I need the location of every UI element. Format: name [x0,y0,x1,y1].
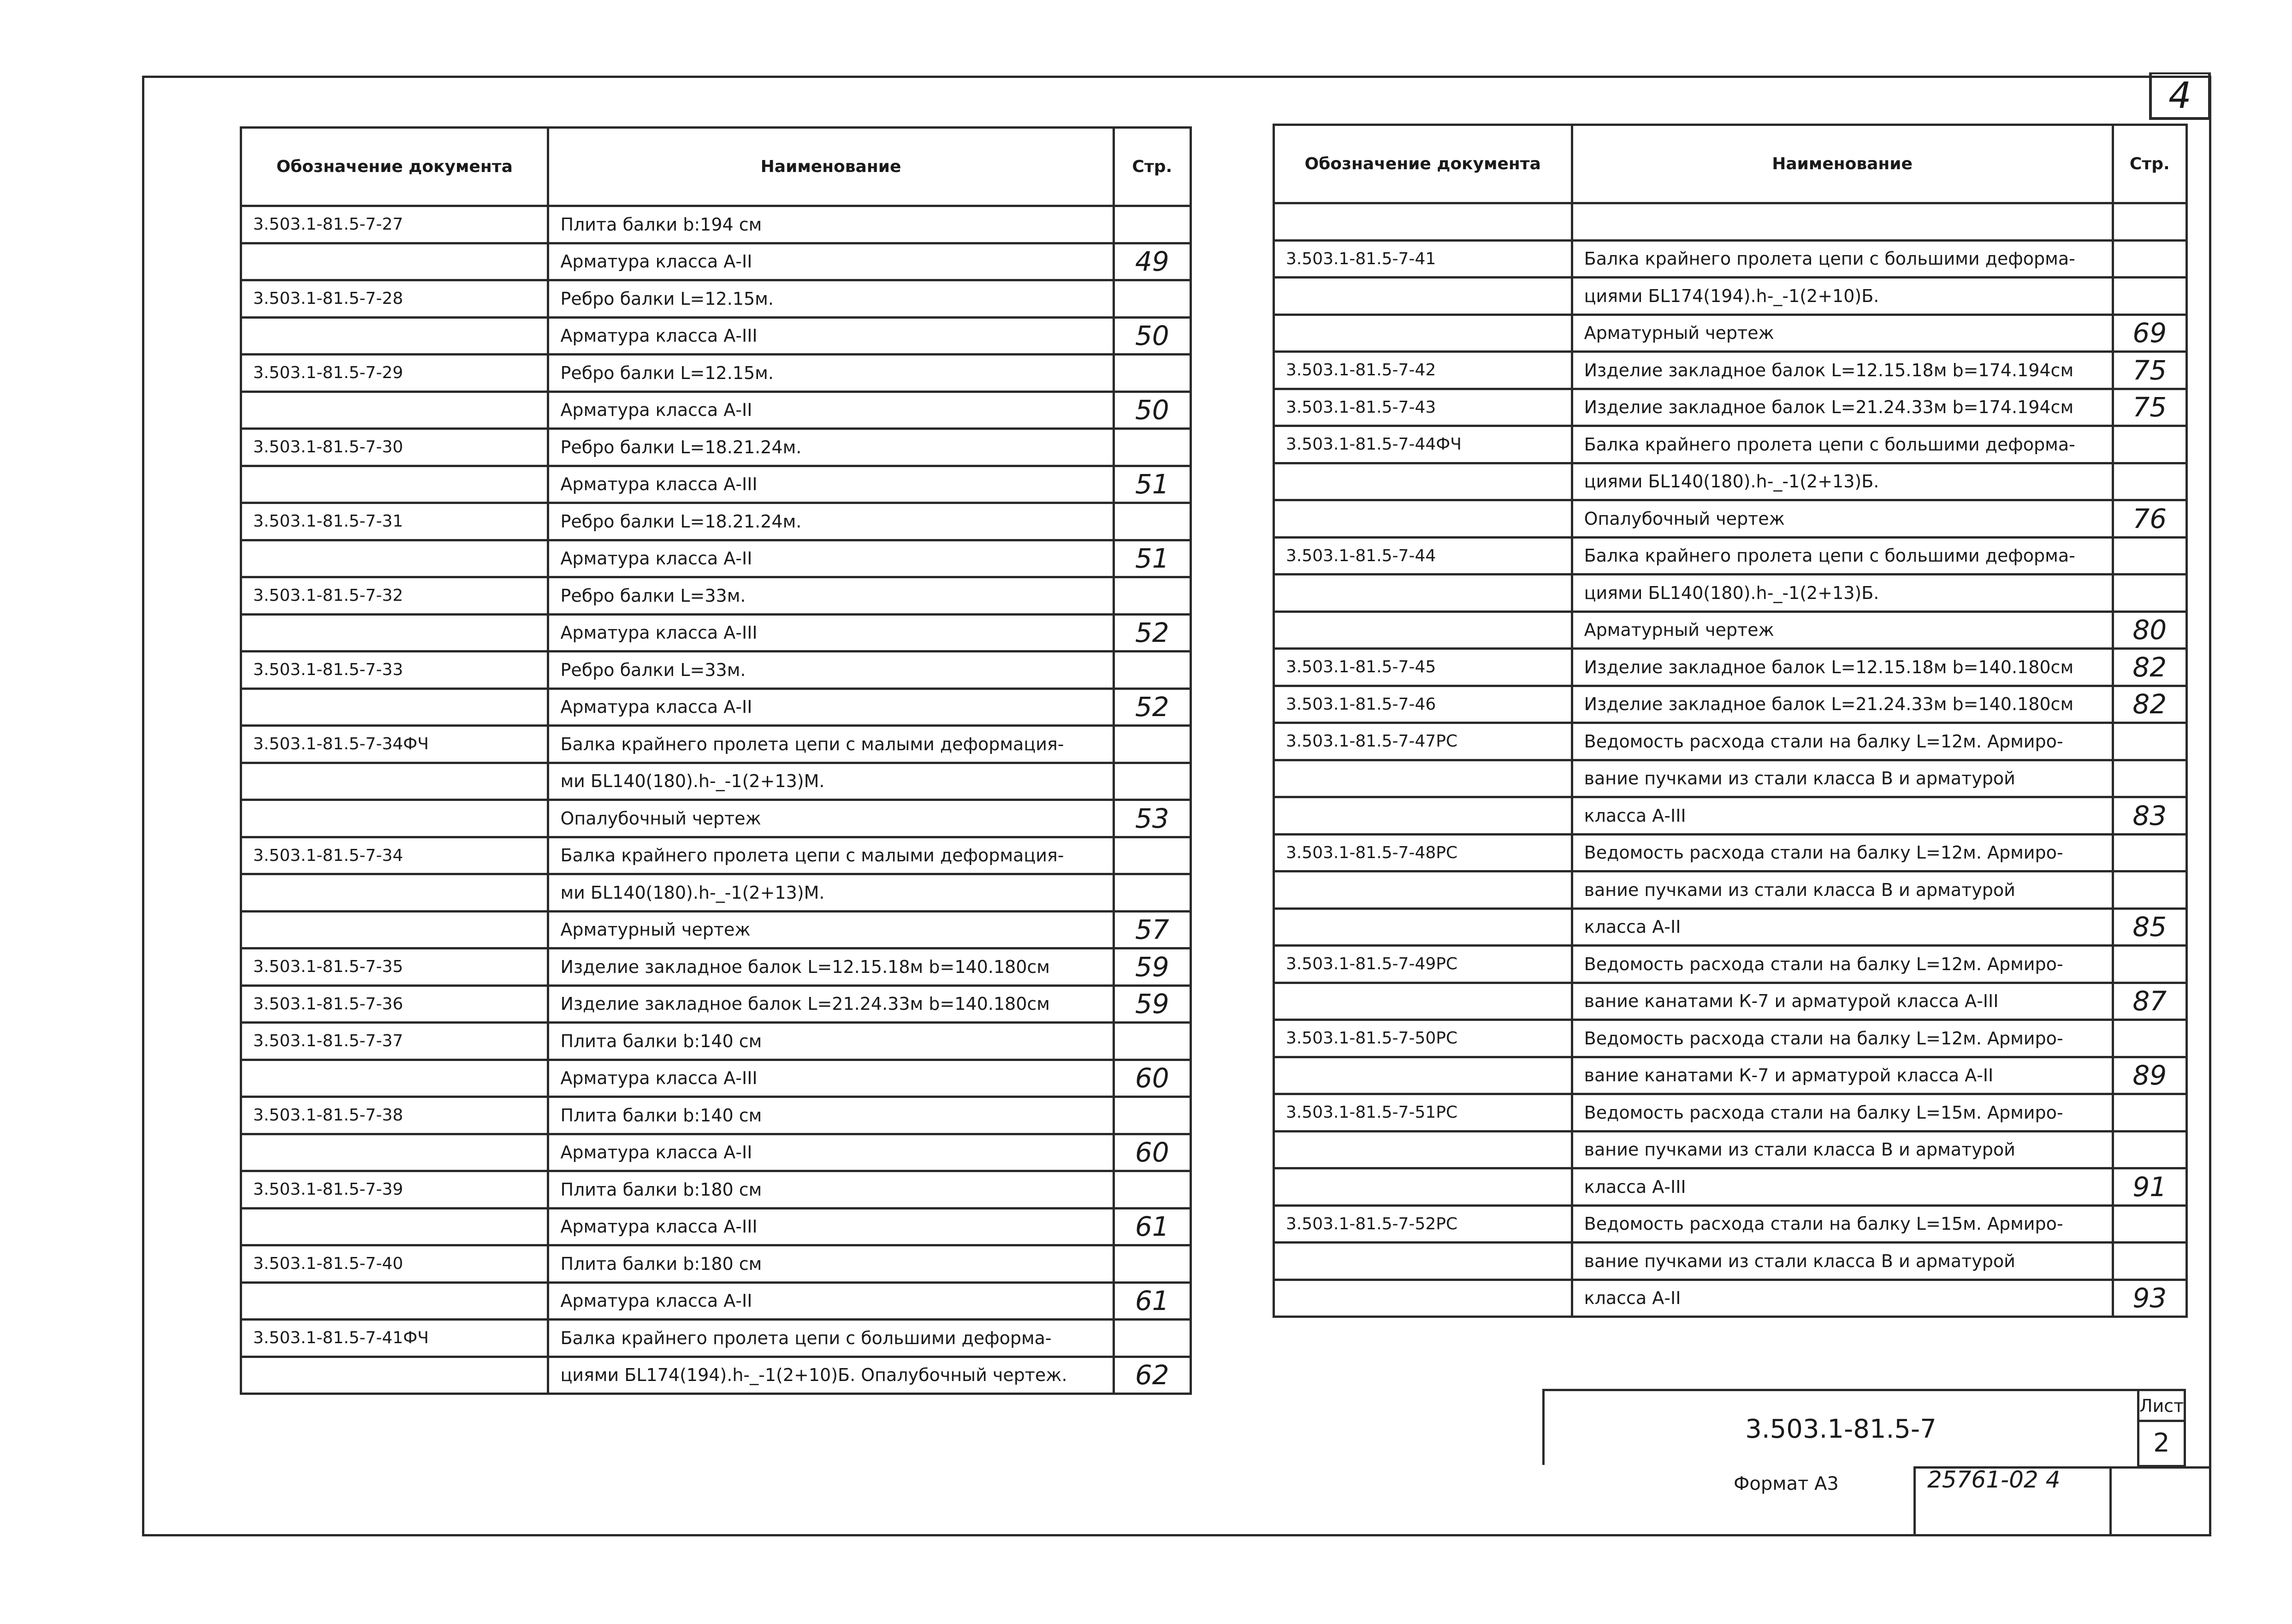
doc-code-cell: 3.503.1-81.5-7-43 [1274,389,1572,426]
page-cell [2113,1205,2186,1243]
page-cell: 75 [2113,352,2186,389]
doc-code-cell [241,874,548,912]
header-page: Стр. [2113,125,2186,203]
name-cell: класса А-III [1572,797,2113,835]
doc-code-cell: 3.503.1-81.5-7-44ФЧ [1274,426,1572,463]
page-cell [1113,1023,1190,1060]
page-cell: 83 [2113,797,2186,835]
table-row [241,614,1191,652]
table-row [241,837,1191,874]
page-cell: 76 [2113,500,2186,538]
doc-code-cell [241,1060,548,1097]
name-cell: ми БL140(180).h-_-1(2+13)М. [548,763,1113,800]
doc-code-cell: 3.503.1-81.5-7-50РС [1274,1020,1572,1057]
page-cell: 82 [2113,686,2186,723]
name-cell: Арматура класса А-II [548,688,1113,726]
doc-code-cell: 3.503.1-81.5-7-40 [241,1245,548,1283]
page-cell [1113,429,1190,466]
doc-code-cell: 3.503.1-81.5-7-49РС [1274,946,1572,983]
doc-code-cell [1274,203,1572,241]
doc-code-cell: 3.503.1-81.5-7-47РС [1274,723,1572,760]
name-cell: Ребро балки L=18.21.24м. [548,429,1113,466]
name-cell: Арматура класса А-II [548,540,1113,577]
table-row [1274,314,2187,352]
doc-code-cell: 3.503.1-81.5-7-41 [1274,240,1572,278]
name-cell: Ребро балки L=12.15м. [548,280,1113,318]
header-doc: Обозначение документа [241,128,548,206]
doc-code-cell: 3.503.1-81.5-7-51РС [1274,1094,1572,1132]
table-row [241,726,1191,763]
page-cell: 62 [1113,1357,1190,1394]
table-row [241,1134,1191,1171]
table-row [241,503,1191,540]
table-row [1274,1020,2187,1057]
name-cell: Изделие закладное балок L=21.24.33м b=140.180см [1572,686,2113,723]
name-cell: Арматурный чертеж [1572,611,2113,649]
name-cell: вание пучками из стали класса В и арматурой [1572,871,2113,909]
doc-code-cell: 3.503.1-81.5-7-37 [241,1023,548,1060]
page-cell: 50 [1113,391,1190,429]
table-row [1274,575,2187,612]
table-row [1274,760,2187,797]
page-cell [2113,240,2186,278]
page-cell: 75 [2113,389,2186,426]
table-row [241,1023,1191,1060]
name-cell: Ребро балки L=33м. [548,577,1113,615]
name-cell: класса А-II [1572,1280,2113,1317]
left-index-table [240,126,1192,1395]
header-name: Наименование [548,128,1113,206]
doc-code-cell [241,800,548,837]
name-cell: Балка крайнего пролета цепи с большими деформа- [1572,426,2113,463]
doc-code-cell: 3.503.1-81.5-7-41ФЧ [241,1320,548,1357]
name-cell: Арматурный чертеж [548,911,1113,948]
page-cell: 61 [1113,1208,1190,1245]
table-row [241,800,1191,837]
doc-code-cell [1274,463,1572,500]
table-row [241,317,1191,355]
name-cell: Плита балки b:140 см [548,1097,1113,1134]
name-cell: Ведомость расхода стали на балку L=15м. Армиро- [1572,1205,2113,1243]
page-cell [1113,1320,1190,1357]
name-cell: класса А-III [1572,1168,2113,1206]
name-cell: Изделие закладное балок L=12.15.18м b=140.180см [1572,649,2113,686]
name-cell: циями БL174(194).h-_-1(2+10)Б. Опалубочный чертеж. [548,1357,1113,1394]
doc-code-cell [1274,871,1572,909]
sheet-number: 2 [2137,1421,2186,1467]
page-cell [2113,203,2186,241]
page-cell [1113,206,1190,243]
name-cell: Ведомость расхода стали на балку L=12м. Армиро- [1572,834,2113,871]
table-row [1274,1280,2187,1317]
page-cell: 51 [1113,540,1190,577]
page-cell: 50 [1113,317,1190,355]
name-cell: Ведомость расхода стали на балку L=12м. Армиро- [1572,946,2113,983]
page-cell [1113,577,1190,615]
page-cell [1113,503,1190,540]
doc-code-cell [1274,1243,1572,1280]
name-cell: вание канатами К-7 и арматурой класса А-II [1572,1057,2113,1094]
doc-code-cell [1274,760,1572,797]
page-cell [1113,763,1190,800]
doc-code-cell [1274,278,1572,315]
page-cell [2113,1020,2186,1057]
doc-code-cell [1274,797,1572,835]
table-row [1274,537,2187,575]
header-doc: Обозначение документа [1274,125,1572,203]
doc-code-cell: 3.503.1-81.5-7-28 [241,280,548,318]
name-cell: Ведомость расхода стали на балку L=15м. Армиро- [1572,1094,2113,1132]
page-cell: 89 [2113,1057,2186,1094]
doc-code-cell: 3.503.1-81.5-7-45 [1274,649,1572,686]
name-cell: Изделие закладное балок L=21.24.33м b=140.180см [548,985,1113,1023]
doc-code-cell [1274,575,1572,612]
table-row [241,1320,1191,1357]
doc-code-cell [241,391,548,429]
footer-divider [1913,1466,1916,1536]
name-cell: вание пучками из стали класса В и арматурой [1572,1243,2113,1280]
table-row [1274,203,2187,241]
page-cell: 52 [1113,614,1190,652]
table-row [241,1060,1191,1097]
archive-number: 25761-02 4 [1927,1466,2061,1493]
name-cell: Балка крайнего пролета цепи с большими деформа- [1572,240,2113,278]
right-table-body [1274,203,2187,1317]
page-cell: 80 [2113,611,2186,649]
name-cell: Плита балки b:194 см [548,206,1113,243]
table-row [241,1171,1191,1209]
page-cell [1113,355,1190,392]
name-cell: вание пучками из стали класса В и арматурой [1572,760,2113,797]
table-row [1274,1057,2187,1094]
table-row [1274,1205,2187,1243]
table-row [241,577,1191,615]
table-row [241,763,1191,800]
name-cell: Ребро балки L=33м. [548,652,1113,689]
table-row [1274,500,2187,538]
doc-code-cell: 3.503.1-81.5-7-52РС [1274,1205,1572,1243]
table-row [1274,1168,2187,1206]
doc-code-cell: 3.503.1-81.5-7-35 [241,948,548,986]
doc-code-cell: 3.503.1-81.5-7-38 [241,1097,548,1134]
doc-code-cell [1274,908,1572,946]
name-cell: вание пучками из стали класса В и арматурой [1572,1131,2113,1168]
name-cell: Опалубочный чертеж [548,800,1113,837]
format-label: Формат А3 [1734,1473,1839,1494]
doc-code-cell [241,243,548,280]
page-cell [1113,874,1190,912]
page-cell: 60 [1113,1060,1190,1097]
header-name: Наименование [1572,125,2113,203]
sheet-label: Лист [2137,1389,2186,1422]
name-cell [1572,203,2113,241]
table-row [241,391,1191,429]
name-cell: Балка крайнего пролета цепи с малыми деформация- [548,837,1113,874]
name-cell: Ведомость расхода стали на балку L=12м. Армиро- [1572,1020,2113,1057]
name-cell: Плита балки b:140 см [548,1023,1113,1060]
document-code: 3.503.1-81.5-7 [1542,1389,2137,1465]
table-row [241,1208,1191,1245]
table-row [241,429,1191,466]
table-row [241,466,1191,503]
doc-code-cell: 3.503.1-81.5-7-39 [241,1171,548,1209]
table-row [241,355,1191,392]
doc-code-cell: 3.503.1-81.5-7-34ФЧ [241,726,548,763]
page-cell: 52 [1113,688,1190,726]
doc-code-cell: 3.503.1-81.5-7-42 [1274,352,1572,389]
page-cell [2113,871,2186,909]
name-cell: класса А-II [1572,908,2113,946]
page-cell: 82 [2113,649,2186,686]
doc-code-cell: 3.503.1-81.5-7-31 [241,503,548,540]
doc-code-cell [241,1282,548,1320]
name-cell: Арматура класса А-II [548,391,1113,429]
table-row [1274,946,2187,983]
name-cell: Балка крайнего пролета цепи с большими деформа- [548,1320,1113,1357]
table-row [241,652,1191,689]
table-row [241,1357,1191,1394]
page-cell [1113,1171,1190,1209]
page-cell [2113,834,2186,871]
table-row [1274,649,2187,686]
name-cell: Изделие закладное балок L=12.15.18м b=140.180см [548,948,1113,986]
page-cell [2113,575,2186,612]
page-cell [1113,1097,1190,1134]
table-row [241,1282,1191,1320]
name-cell: Изделие закладное балок L=21.24.33м b=174.194см [1572,389,2113,426]
table-row [241,688,1191,726]
doc-code-cell: 3.503.1-81.5-7-30 [241,429,548,466]
name-cell: Плита балки b:180 см [548,1171,1113,1209]
page-cell: 69 [2113,314,2186,352]
doc-code-cell: 3.503.1-81.5-7-44 [1274,537,1572,575]
page-cell: 49 [1113,243,1190,280]
table-row [241,911,1191,948]
name-cell: Арматурный чертеж [1572,314,2113,352]
page-cell: 91 [2113,1168,2186,1206]
doc-code-cell [241,317,548,355]
table-row [241,874,1191,912]
name-cell: циями БL140(180).h-_-1(2+13)Б. [1572,463,2113,500]
doc-code-cell [241,540,548,577]
page-cell [1113,280,1190,318]
name-cell: Арматура класса А-II [548,1282,1113,1320]
name-cell: Ребро балки L=18.21.24м. [548,503,1113,540]
table-row [1274,983,2187,1020]
page-cell [2113,760,2186,797]
page-cell [1113,837,1190,874]
doc-code-cell [1274,1057,1572,1094]
table-row [1274,1131,2187,1168]
table-row [241,540,1191,577]
page-cell [2113,1131,2186,1168]
page-cell [1113,1245,1190,1283]
doc-code-cell [241,1134,548,1171]
table-row [241,243,1191,280]
page-cell: 59 [1113,948,1190,986]
doc-code-cell [241,614,548,652]
doc-code-cell [241,1208,548,1245]
page-cell: 85 [2113,908,2186,946]
doc-code-cell [241,763,548,800]
table-row [1274,278,2187,315]
doc-code-cell [1274,500,1572,538]
table-row [241,1245,1191,1283]
doc-code-cell: 3.503.1-81.5-7-34 [241,837,548,874]
name-cell: Арматура класса А-II [548,1134,1113,1171]
corner-sheet-number: 4 [2149,72,2211,120]
doc-code-cell [1274,611,1572,649]
table-row [1274,352,2187,389]
table-row [1274,1094,2187,1132]
table-row [1274,834,2187,871]
page-cell [2113,463,2186,500]
name-cell: Ведомость расхода стали на балку L=12м. Армиро- [1572,723,2113,760]
name-cell: Арматура класса А-III [548,466,1113,503]
page-cell [2113,537,2186,575]
table-row [1274,723,2187,760]
doc-code-cell [241,688,548,726]
table-row [1274,389,2187,426]
table-row [1274,686,2187,723]
left-header-row [241,128,1191,206]
page-cell: 53 [1113,800,1190,837]
page-cell [2113,278,2186,315]
table-row [1274,1243,2187,1280]
name-cell: Арматура класса А-III [548,1060,1113,1097]
table-row [241,280,1191,318]
table-row [1274,908,2187,946]
table-row [241,1097,1191,1134]
name-cell: Опалубочный чертеж [1572,500,2113,538]
footer-divider [2109,1466,2112,1536]
doc-code-cell: 3.503.1-81.5-7-48РС [1274,834,1572,871]
doc-code-cell [241,911,548,948]
doc-code-cell: 3.503.1-81.5-7-36 [241,985,548,1023]
left-table-body [241,206,1191,1394]
right-index-table [1273,124,2188,1318]
page-cell: 51 [1113,466,1190,503]
name-cell: Балка крайнего пролета цепи с малыми деформация- [548,726,1113,763]
name-cell: Ребро балки L=12.15м. [548,355,1113,392]
doc-code-cell [1274,983,1572,1020]
doc-code-cell: 3.503.1-81.5-7-33 [241,652,548,689]
page-cell [2113,723,2186,760]
doc-code-cell [1274,314,1572,352]
doc-code-cell [1274,1280,1572,1317]
name-cell: Арматура класса А-III [548,1208,1113,1245]
table-row [1274,871,2187,909]
page-cell: 87 [2113,983,2186,1020]
doc-code-cell: 3.503.1-81.5-7-29 [241,355,548,392]
page-cell [2113,946,2186,983]
page-cell [2113,1243,2186,1280]
doc-code-cell: 3.503.1-81.5-7-32 [241,577,548,615]
header-page: Стр. [1113,128,1190,206]
table-row [1274,463,2187,500]
name-cell: ми БL140(180).h-_-1(2+13)М. [548,874,1113,912]
doc-code-cell [241,466,548,503]
doc-code-cell [241,1357,548,1394]
page-cell [1113,726,1190,763]
table-row [1274,797,2187,835]
table-row [1274,611,2187,649]
doc-code-cell [1274,1131,1572,1168]
name-cell: Балка крайнего пролета цепи с большими деформа- [1572,537,2113,575]
name-cell: Арматура класса А-III [548,317,1113,355]
right-header-row [1274,125,2187,203]
name-cell: Изделие закладное балок L=12.15.18м b=174.194см [1572,352,2113,389]
name-cell: вание канатами К-7 и арматурой класса А-III [1572,983,2113,1020]
page-cell: 59 [1113,985,1190,1023]
page-cell [2113,1094,2186,1132]
page-cell [1113,652,1190,689]
table-row [241,948,1191,986]
name-cell: Плита балки b:180 см [548,1245,1113,1283]
table-row [1274,426,2187,463]
name-cell: циями БL174(194).h-_-1(2+10)Б. [1572,278,2113,315]
doc-code-cell: 3.503.1-81.5-7-27 [241,206,548,243]
doc-code-cell: 3.503.1-81.5-7-46 [1274,686,1572,723]
name-cell: Арматура класса А-II [548,243,1113,280]
name-cell: Арматура класса А-III [548,614,1113,652]
page-cell: 61 [1113,1282,1190,1320]
table-row [1274,240,2187,278]
page-cell: 57 [1113,911,1190,948]
name-cell: циями БL140(180).h-_-1(2+13)Б. [1572,575,2113,612]
page-cell: 60 [1113,1134,1190,1171]
doc-code-cell [1274,1168,1572,1206]
page-cell: 93 [2113,1280,2186,1317]
table-row [241,206,1191,243]
page-cell [2113,426,2186,463]
table-row [241,985,1191,1023]
